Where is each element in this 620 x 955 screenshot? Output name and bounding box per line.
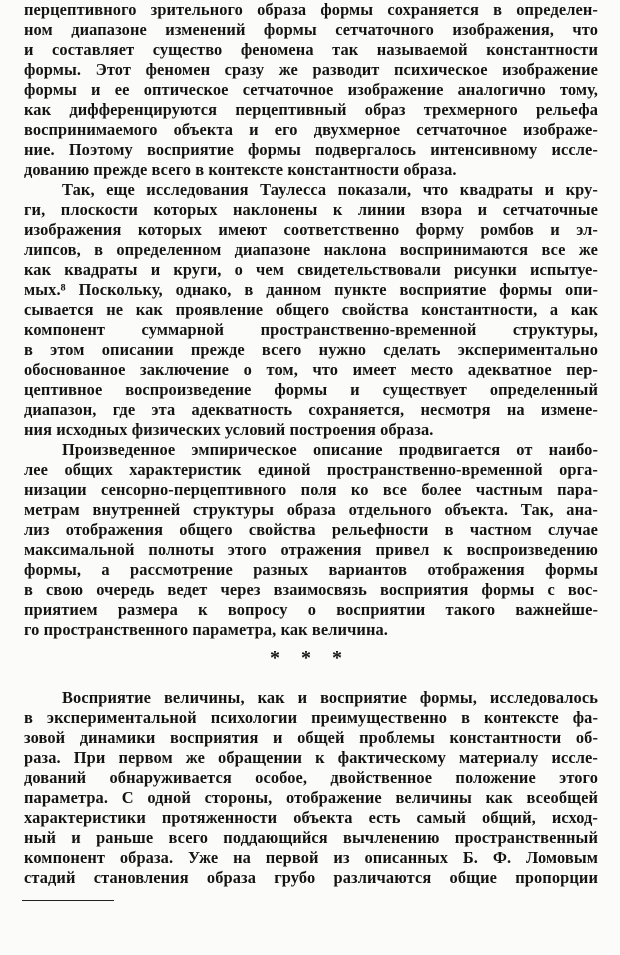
text-line: параметра. С одной стороны, отображение величины как всеобщей [24, 788, 598, 807]
text-line: приятием размера к вопросу о восприятии такого важнейше- [24, 600, 598, 619]
text-line: максимальной полноты этого отражения привел к воспроизведению [24, 540, 598, 559]
text-line: зовой динамики восприятия и общей проблемы константности об- [24, 728, 598, 747]
text-line: формы и ее оптическое сетчаточное изображение аналогично тому, [24, 80, 598, 99]
text-line: Восприятие величины, как и восприятие формы, исследовалось [62, 688, 598, 707]
text-line: мых.⁸ Поскольку, однако, в данном пункте восприятие формы опи- [24, 280, 598, 299]
text-line: и составляет существо феномена так называемой константности [24, 40, 598, 59]
text-line: в экспериментальной психологии преимущественно в контексте фа- [24, 708, 598, 727]
text-line: диапазон, где эта адекватность сохраняется, несмотря на измене- [24, 400, 598, 419]
text-line: ния исходных физических условий построения образа. [24, 420, 434, 439]
text-line: как дифференцируются перцептивный образ трехмерного рельефа [24, 100, 598, 119]
text-line: в этом описании прежде всего нужно сделать экспериментально [24, 340, 598, 359]
text-line: в свою очередь ведет через взаимосвязь восприятия формы с вос- [24, 580, 598, 599]
text-line: липсов, в определенном диапазоне наклона воспринимаются все же [24, 240, 598, 259]
text-line: лее общих характеристик единой пространственно-временной орга- [24, 460, 598, 479]
section-break: * * * [270, 647, 350, 669]
text-line: раза. При первом же обращении к фактическому материалу иссле- [24, 748, 598, 767]
text-line: изображения которых имеют соответственно форму ромбов и эл- [24, 220, 598, 239]
text-line: низации сенсорно-перцептивного поля ко все более частным пара- [24, 480, 598, 499]
text-line: компонент образа. Уже на первой из описанных Б. Ф. Ломовым [24, 848, 598, 867]
text-line: как квадраты и круги, о чем свидетельствовали рисунки испытуе- [24, 260, 598, 279]
text-line: лиз отображения общего свойства рельефности в частном случае [24, 520, 598, 539]
text-line: дованию прежде всего в контексте константности образа. [24, 160, 457, 179]
text-line: обоснованное заключение о том, что имеет место адекватное пер- [24, 360, 598, 379]
text-line: формы. Этот феномен сразу же разводит психическое изображение [24, 60, 598, 79]
text-line: Так, еще исследования Таулесса показали, что квадраты и кру- [62, 180, 598, 199]
text-line: формы, а рассмотрение разных вариантов отображения формы [24, 560, 598, 579]
text-line: ги, плоскости которых наклонены к линии взора и сетчаточные [24, 200, 598, 219]
text-line: характеристики протяженности объекта есть самый общий, исход- [24, 808, 598, 827]
text-line: дований обнаруживается особое, двойственное положение этого [24, 768, 598, 787]
text-line: сывается не как проявление общего свойства константности, а как [24, 300, 598, 319]
text-line: перцептивного зрительного образа формы сохраняется в определен- [24, 0, 598, 19]
text-line: го пространственного параметра, как величина. [24, 620, 388, 639]
text-line: стадий становления образа грубо различаются общие пропорции [24, 868, 598, 887]
text-line: воспринимаемого объекта и его двухмерное сетчаточное изображе- [24, 120, 598, 139]
text-line: метрам внутренней структуры образа отдельного объекта. Так, ана- [24, 500, 598, 519]
text-line: ном диапазоне изменений формы сетчаточного изображения, что [24, 20, 598, 39]
text-line: ние. Поэтому восприятие формы подвергалось интенсивному иссле- [24, 140, 598, 159]
text-line: компонент суммарной пространственно-временной структуры, [24, 320, 598, 339]
text-line: ный и раньше всего поддающийся вычленению пространственный [24, 828, 598, 847]
text-line: Произведенное эмпирическое описание продвигается от наибо- [62, 440, 598, 459]
text-line: цептивное воспроизведение формы и существует определенный [24, 380, 598, 399]
